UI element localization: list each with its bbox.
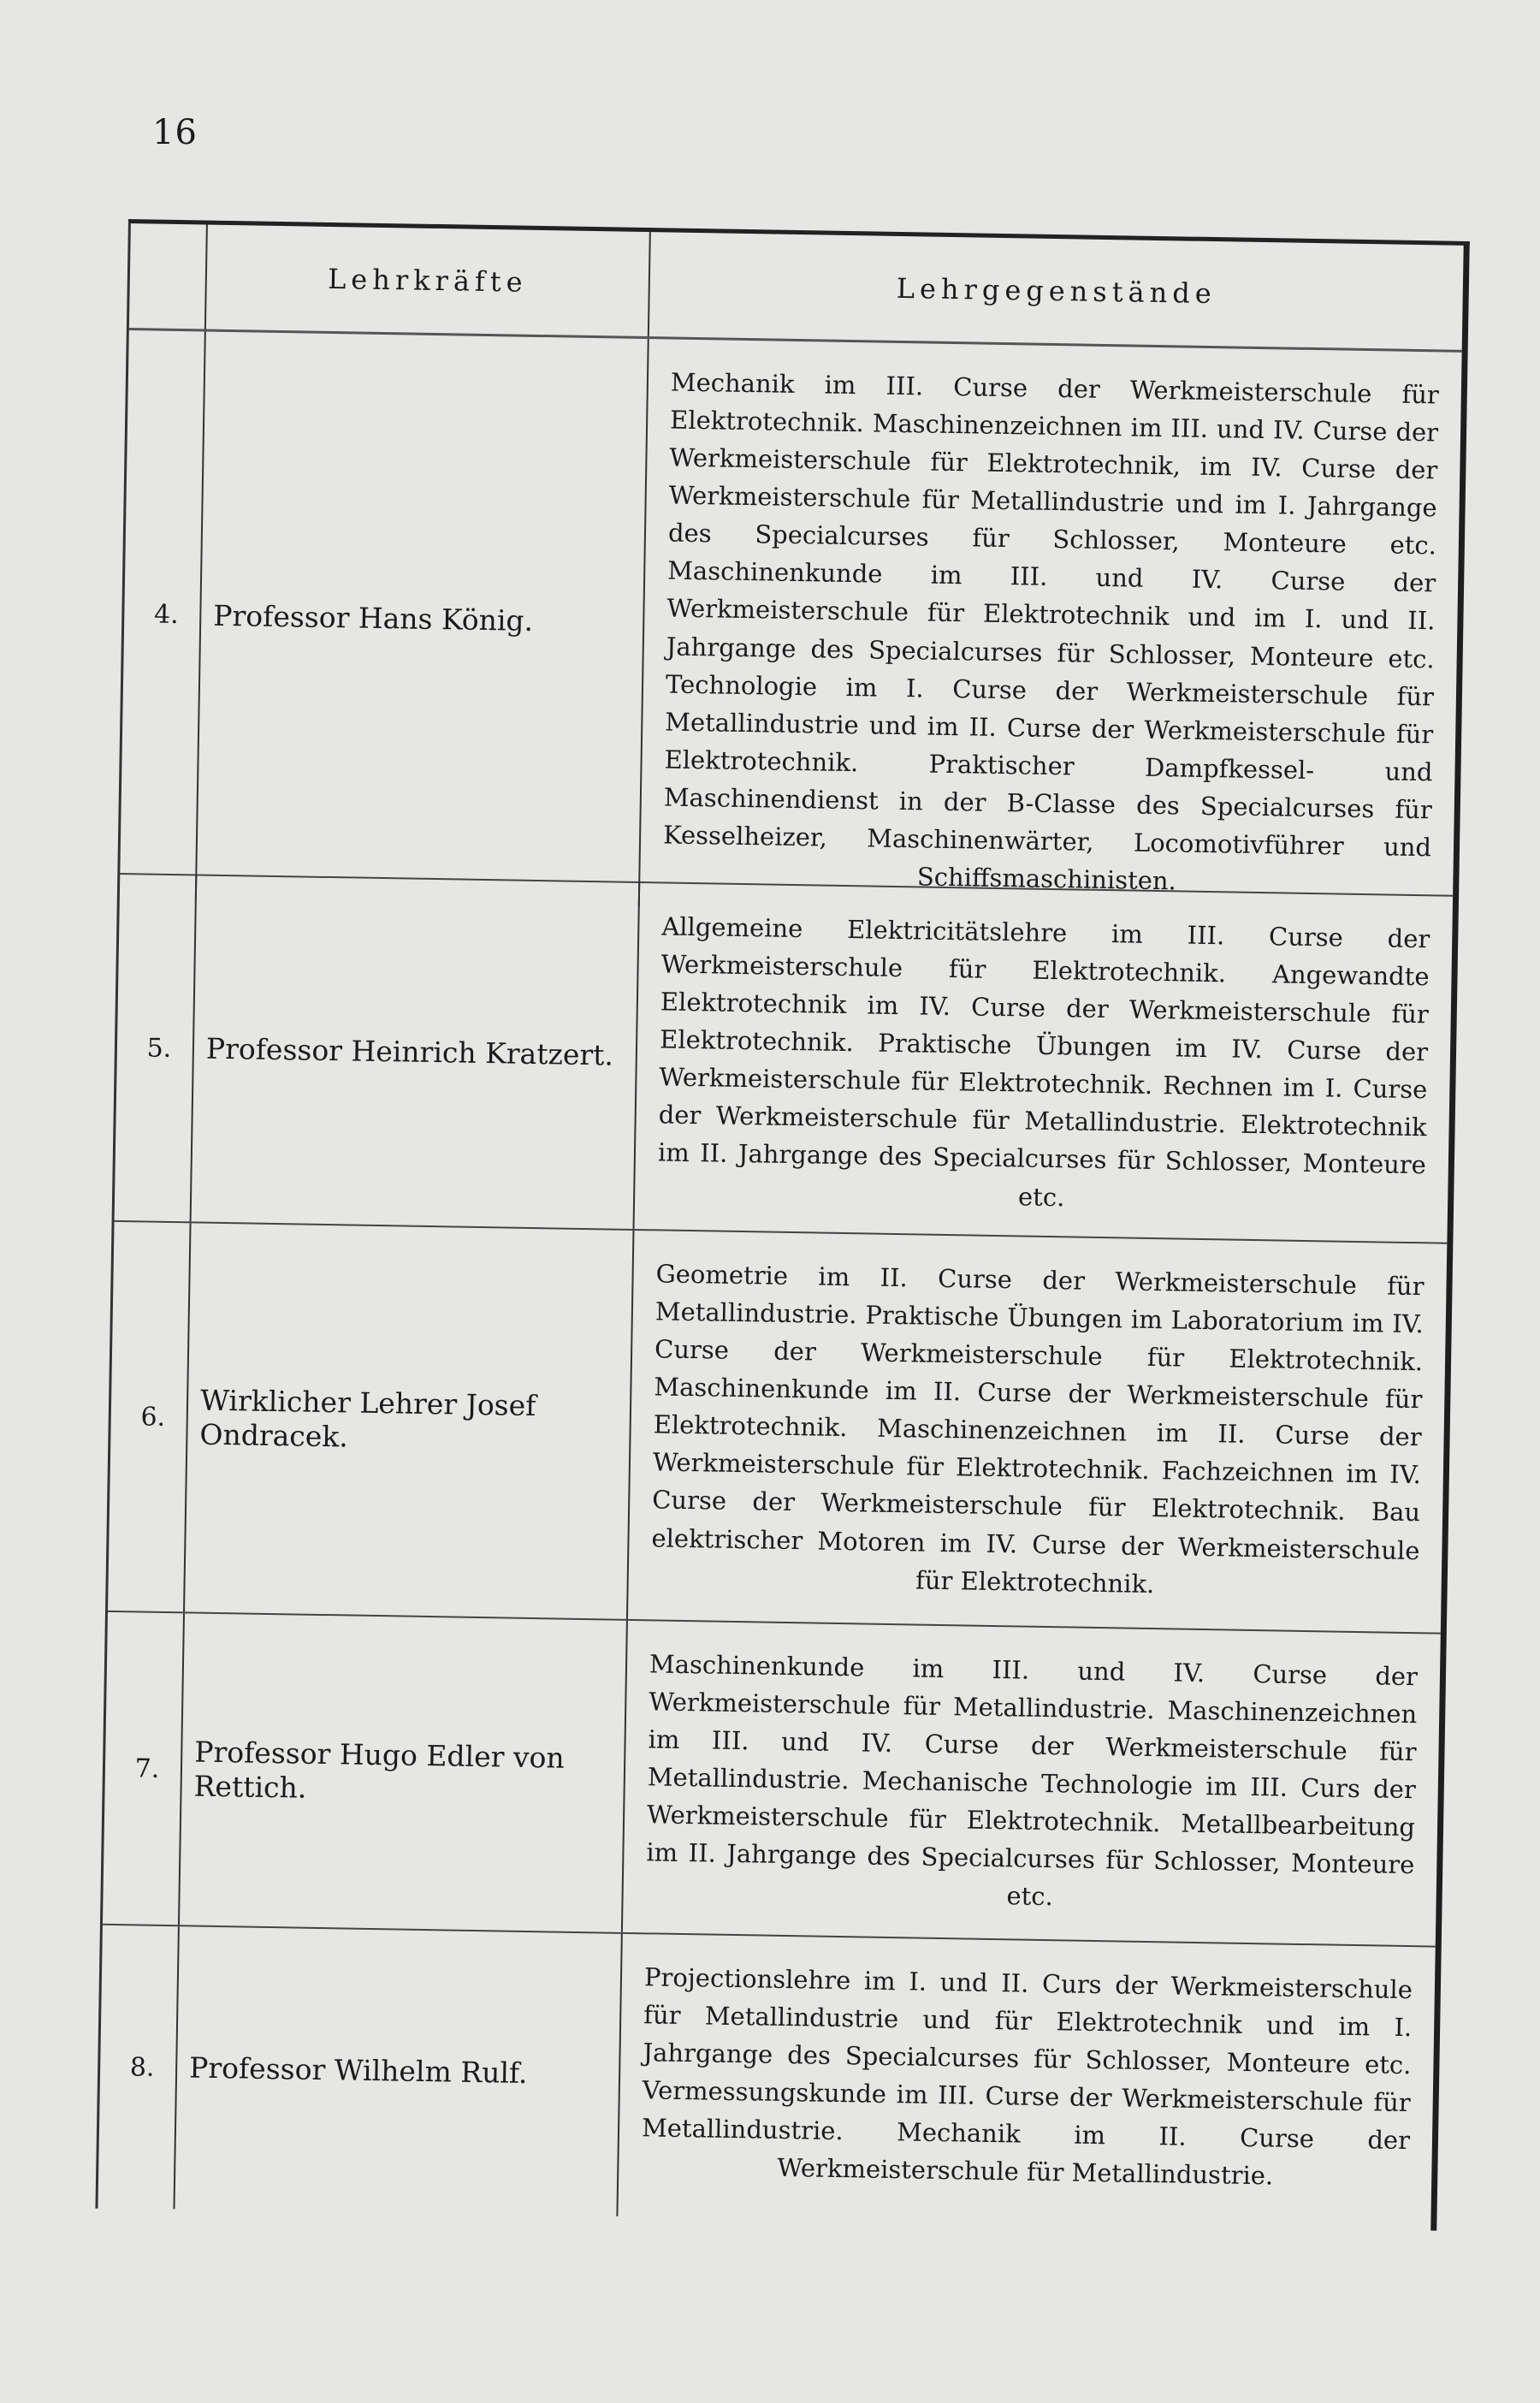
table-row	[98, 1925, 1435, 2230]
teacher-cell	[192, 875, 641, 1229]
header-teachers: Lehrkräfte	[206, 225, 651, 337]
subjects-cell: Projectionslehre im I. und II. Curs der Werkmeisterschule für Metallindustrie und für Elektrotechnik und im I. Jahrgange des Specialcurses für Schlosser, Monteure etc. Vermessungskunde im III. Curse der Werkmeisterschule für Metallindustrie. Mechanik im II. Curse der Werkmeisterschule für Metallindustrie.	[641, 1962, 1413, 2191]
subjects-cell: Geometrie im II. Curse der Werkmeisterschule für Metallindustrie. Praktische Übungen im Laboratorium im IV. Curse der Werkmeisterschule für Elektrotechnik. Maschinenkunde im II. Curse der Werkmeisterschule für Elektrotechnik. Maschinenzeichnen im II. Curse der Werkmeisterschule für Elektrotechnik. Fachzeichnen im IV. Curse der Werkmeisterschule für Elektrotechnik. Bau elektrischer Motoren im IV. Curse der Werkmeisterschule für Elektrotechnik.	[651, 1259, 1424, 1599]
header-number-cell	[129, 223, 208, 329]
table-row	[108, 1222, 1447, 1635]
teacher-name: Professor Hugo Edler von Rettich.	[193, 1735, 566, 1805]
table-row	[115, 875, 1454, 1244]
teacher-name: Wirklicher Lehrer Josef Ondracek.	[199, 1383, 536, 1454]
row-number: 7.	[103, 1612, 185, 1925]
teacher-cell	[185, 1223, 634, 1619]
teacher-cell	[175, 1926, 622, 2216]
row-number: 8.	[98, 1925, 179, 2209]
row-number: 5.	[115, 875, 198, 1221]
teacher-cell	[180, 1613, 628, 1932]
teacher-cell	[197, 332, 649, 907]
table-row	[120, 330, 1461, 897]
table-row	[103, 1612, 1441, 1948]
subjects-cell: Allgemeine Elektricitätslehre im III. Curse der Werkmeisterschule für Elektrotechnik. Angewandte Elektrotechnik im IV. Curse der Werkmeisterschule für Elektrotechnik. Praktische Übungen im IV. Curse der Werkmeisterschule für Elektrotechnik. Rechnen im I. Curse der Werkmeisterschule für Metallindustrie. Elektrotechnik im II. Jahrgange des Specialcurses für Schlosser, Monteure etc.	[657, 911, 1430, 1212]
teacher-name: Professor Heinrich Kratzert.	[205, 1031, 614, 1072]
teacher-name: Professor Hans König.	[213, 598, 534, 638]
teacher-name: Professor Wilhelm Rulf.	[188, 2050, 528, 2091]
subjects-cell: Maschinenkunde im III. und IV. Curse der Werkmeisterschule für Metallindustrie. Maschinenzeichnen im III. und IV. Curse der Werkmeisterschule für Metallindustrie. Mechanische Technologie im III. Curs der Werkmeisterschule für Elektrotechnik. Metallbearbeitung im II. Jahrgange des Specialcurses für Schlosser, Monteure etc.	[646, 1649, 1419, 1912]
staff-table	[95, 219, 1469, 2231]
page-number: 16	[152, 113, 198, 152]
row-number: 6.	[108, 1222, 192, 1611]
row-number: 4.	[120, 330, 206, 899]
header-subjects: Lehrgegenstände	[896, 271, 1217, 311]
subjects-cell: Mechanik im III. Curse der Werkmeisterschule für Elektrotechnik. Maschinenzeichnen im III. und IV. Curse der Werkmeisterschule für Elektrotechnik, im IV. Curse der Werkmeisterschule für Metallindustrie und im I. Jahrgange des Specialcurses für Schlosser, Monteure etc. Maschinenkunde im III. und IV. Curse der Werkmeisterschule für Elektrotechnik und im I. und II. Jahrgange des Specialcurses für Schlosser, Monteure etc. Technologie im I. Curse der Werkmeisterschule für Metallindustrie und im II. Curse der Werkmeisterschule für Elektrotechnik. Praktischer Dampfkessel- und Maschinendienst in der B-Classe des Specialcurses für Kesselheizer, Maschinenwärter, Locomotivführer und Schiffsmaschinisten.	[662, 367, 1440, 896]
